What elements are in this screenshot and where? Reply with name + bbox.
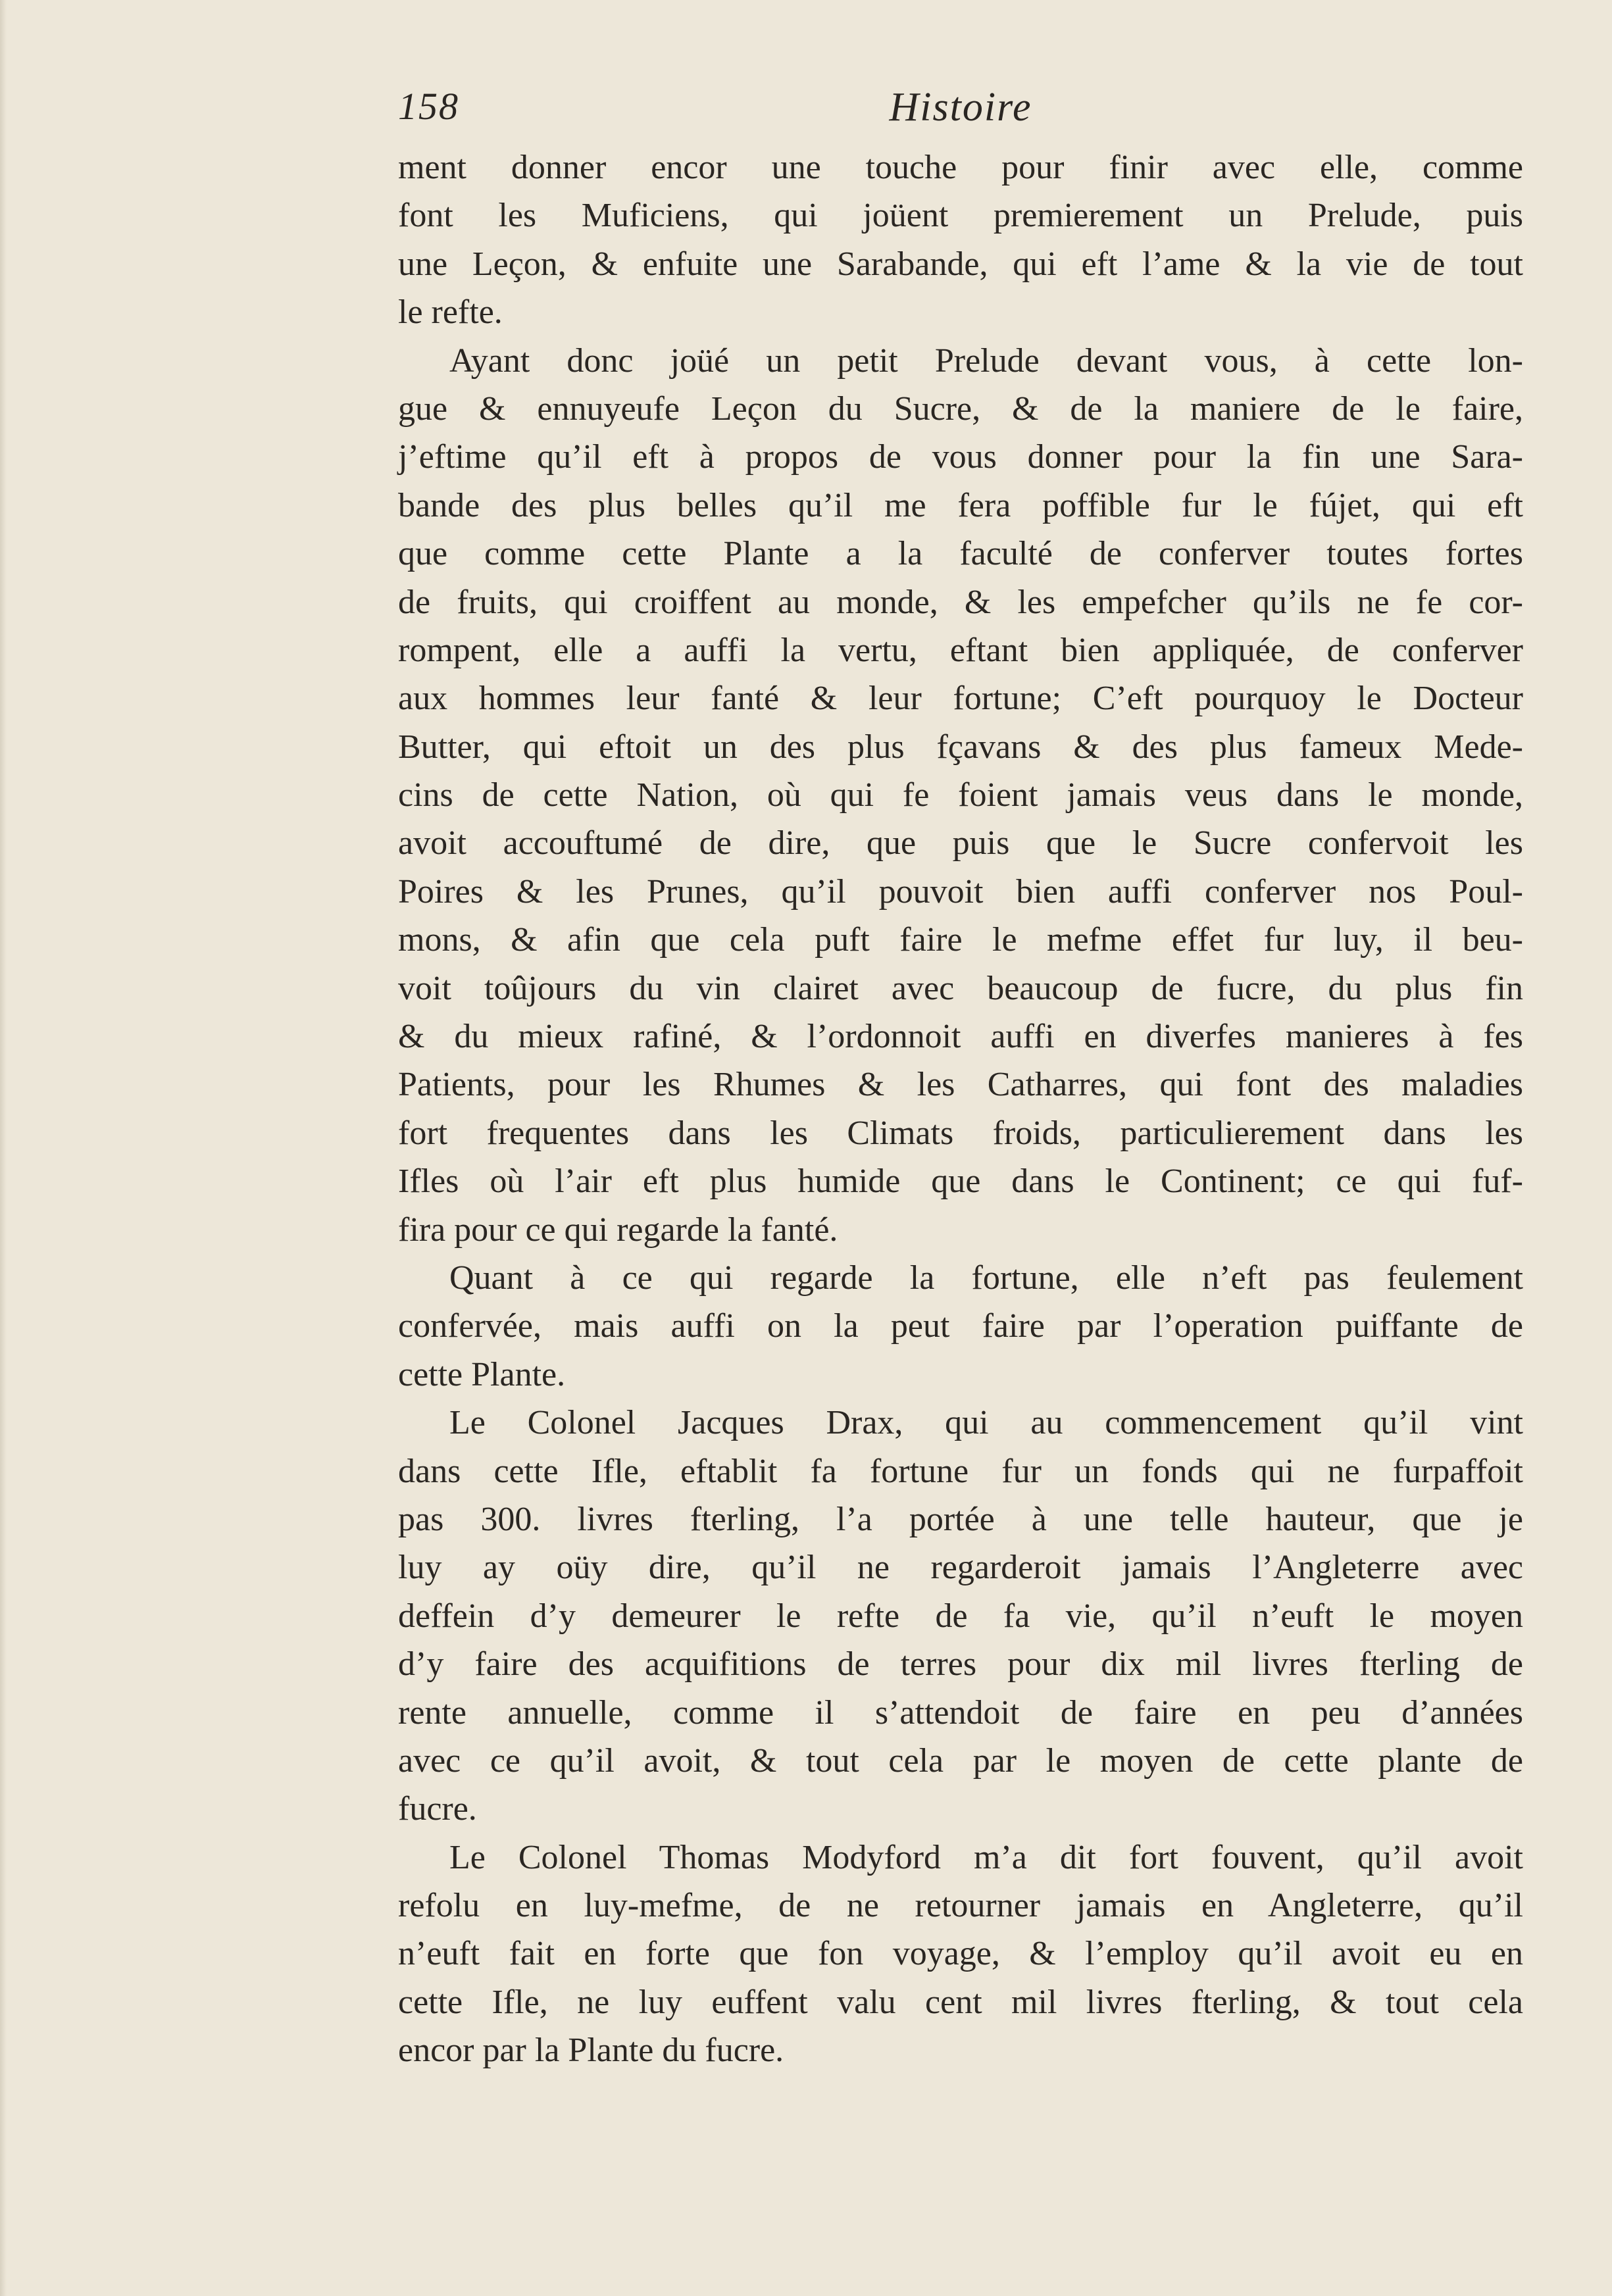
page-edge-shadow <box>0 0 7 2296</box>
text-line: cette Ifle, ne luy euffent valu cent mil livres fterling, & tout cela <box>398 1983 1523 2021</box>
text-line: confervée, mais auffi on la peut faire par l’operation puiffante de <box>398 1307 1523 1345</box>
text-line: voit toûjours du vin clairet avec beaucoup de fucre, du plus fin <box>398 969 1523 1007</box>
text-line: & du mieux rafiné, & l’ordonnoit auffi en diverfes manieres à fes <box>398 1018 1523 1056</box>
text-line: avec ce qu’il avoit, & tout cela par le moyen de cette plante de <box>398 1741 1523 1780</box>
text-line: Patients, pour les Rhumes & les Catharres, qui font des maladies <box>398 1066 1523 1104</box>
text-line: d’y faire des acquifitions de terres pour dix mil livres fterling de <box>398 1645 1523 1684</box>
text-line: rente annuelle, comme il s’attendoit de faire en peu d’années <box>398 1693 1523 1732</box>
text-line: Ayant donc joüé un petit Prelude devant vous, à cette lon- <box>449 341 1523 380</box>
page-number: 158 <box>398 85 459 128</box>
text-line: Quant à ce qui regarde la fortune, elle n’eft pas feulement <box>449 1259 1523 1297</box>
text-line: fort frequentes dans les Climats froids, particulierement dans les <box>398 1114 1523 1152</box>
text-line: fira pour ce qui regarde la fanté. <box>398 1210 838 1249</box>
text-line: encor par la Plante du fucre. <box>398 2032 784 2070</box>
text-line: avoit accouftumé de dire, que puis que le Sucre confervoit les <box>398 824 1523 862</box>
page-header <box>398 84 1523 137</box>
text-line: le refte. <box>398 293 503 332</box>
text-line: de fruits, qui croiffent au monde, & les empefcher qu’ils ne fe cor- <box>398 583 1523 621</box>
text-line: Le Colonel Jacques Drax, qui au commencement qu’il vint <box>449 1404 1523 1442</box>
text-line: refolu en luy-mefme, de ne retourner jamais en Angleterre, qu’il <box>398 1887 1523 1925</box>
text-line: n’euft fait en forte que fon voyage, & l’employ qu’il avoit eu en <box>398 1935 1523 1973</box>
text-line: Ifles où l’air eft plus humide que dans le Continent; ce qui fuf- <box>398 1162 1523 1201</box>
text-line: cins de cette Nation, où qui fe foient jamais veus dans le monde, <box>398 776 1523 814</box>
text-line: deffein d’y demeurer le refte de fa vie, qu’il n’euft le moyen <box>398 1597 1523 1635</box>
text-line: rompent, elle a auffi la vertu, eftant bien appliquée, de conferver <box>398 631 1523 669</box>
text-line: cette Plante. <box>398 1355 566 1393</box>
text-line: que comme cette Plante a la faculté de conferver toutes fortes <box>398 535 1523 573</box>
text-line: j’eftime qu’il eft à propos de vous donner pour la fin une Sara- <box>398 438 1523 476</box>
text-line: mons, & afin que cela puft faire le mefme effet fur luy, il beu- <box>398 921 1523 959</box>
text-line: dans cette Ifle, eftablit fa fortune fur un fonds qui ne furpaffoit <box>398 1452 1523 1490</box>
text-line: Le Colonel Thomas Modyford m’a dit fort fouvent, qu’il avoit <box>449 1838 1523 1876</box>
text-line: luy ay oüy dire, qu’il ne regarderoit jamais l’Angleterre avec <box>398 1549 1523 1587</box>
text-line: Butter, qui eftoit un des plus fçavans & des plus fameux Mede- <box>398 728 1523 766</box>
text-line: aux hommes leur fanté & leur fortune; C’eft pourquoy le Docteur <box>398 680 1523 718</box>
text-line: pas 300. livres fterling, l’a portée à une telle hauteur, que je <box>398 1500 1523 1538</box>
text-line: Poires & les Prunes, qu’il pouvoit bien auffi conferver nos Poul- <box>398 872 1523 911</box>
text-line: ment donner encor une touche pour finir avec elle, comme <box>398 149 1523 186</box>
text-line: font les Muficiens, qui joüent premierement un Prelude, puis <box>398 197 1523 235</box>
text-line: une Leçon, & enfuite une Sarabande, qui eft l’ame & la vie de tout <box>398 245 1523 283</box>
text-line: fucre. <box>398 1790 477 1828</box>
body-text <box>398 143 1523 2075</box>
running-title: Histoire <box>889 85 1032 130</box>
text-line: bande des plus belles qu’il me fera poffible fur le fújet, qui eft <box>398 486 1523 524</box>
text-line: gue & ennuyeufe Leçon du Sucre, & de la maniere de le faire, <box>398 389 1523 428</box>
